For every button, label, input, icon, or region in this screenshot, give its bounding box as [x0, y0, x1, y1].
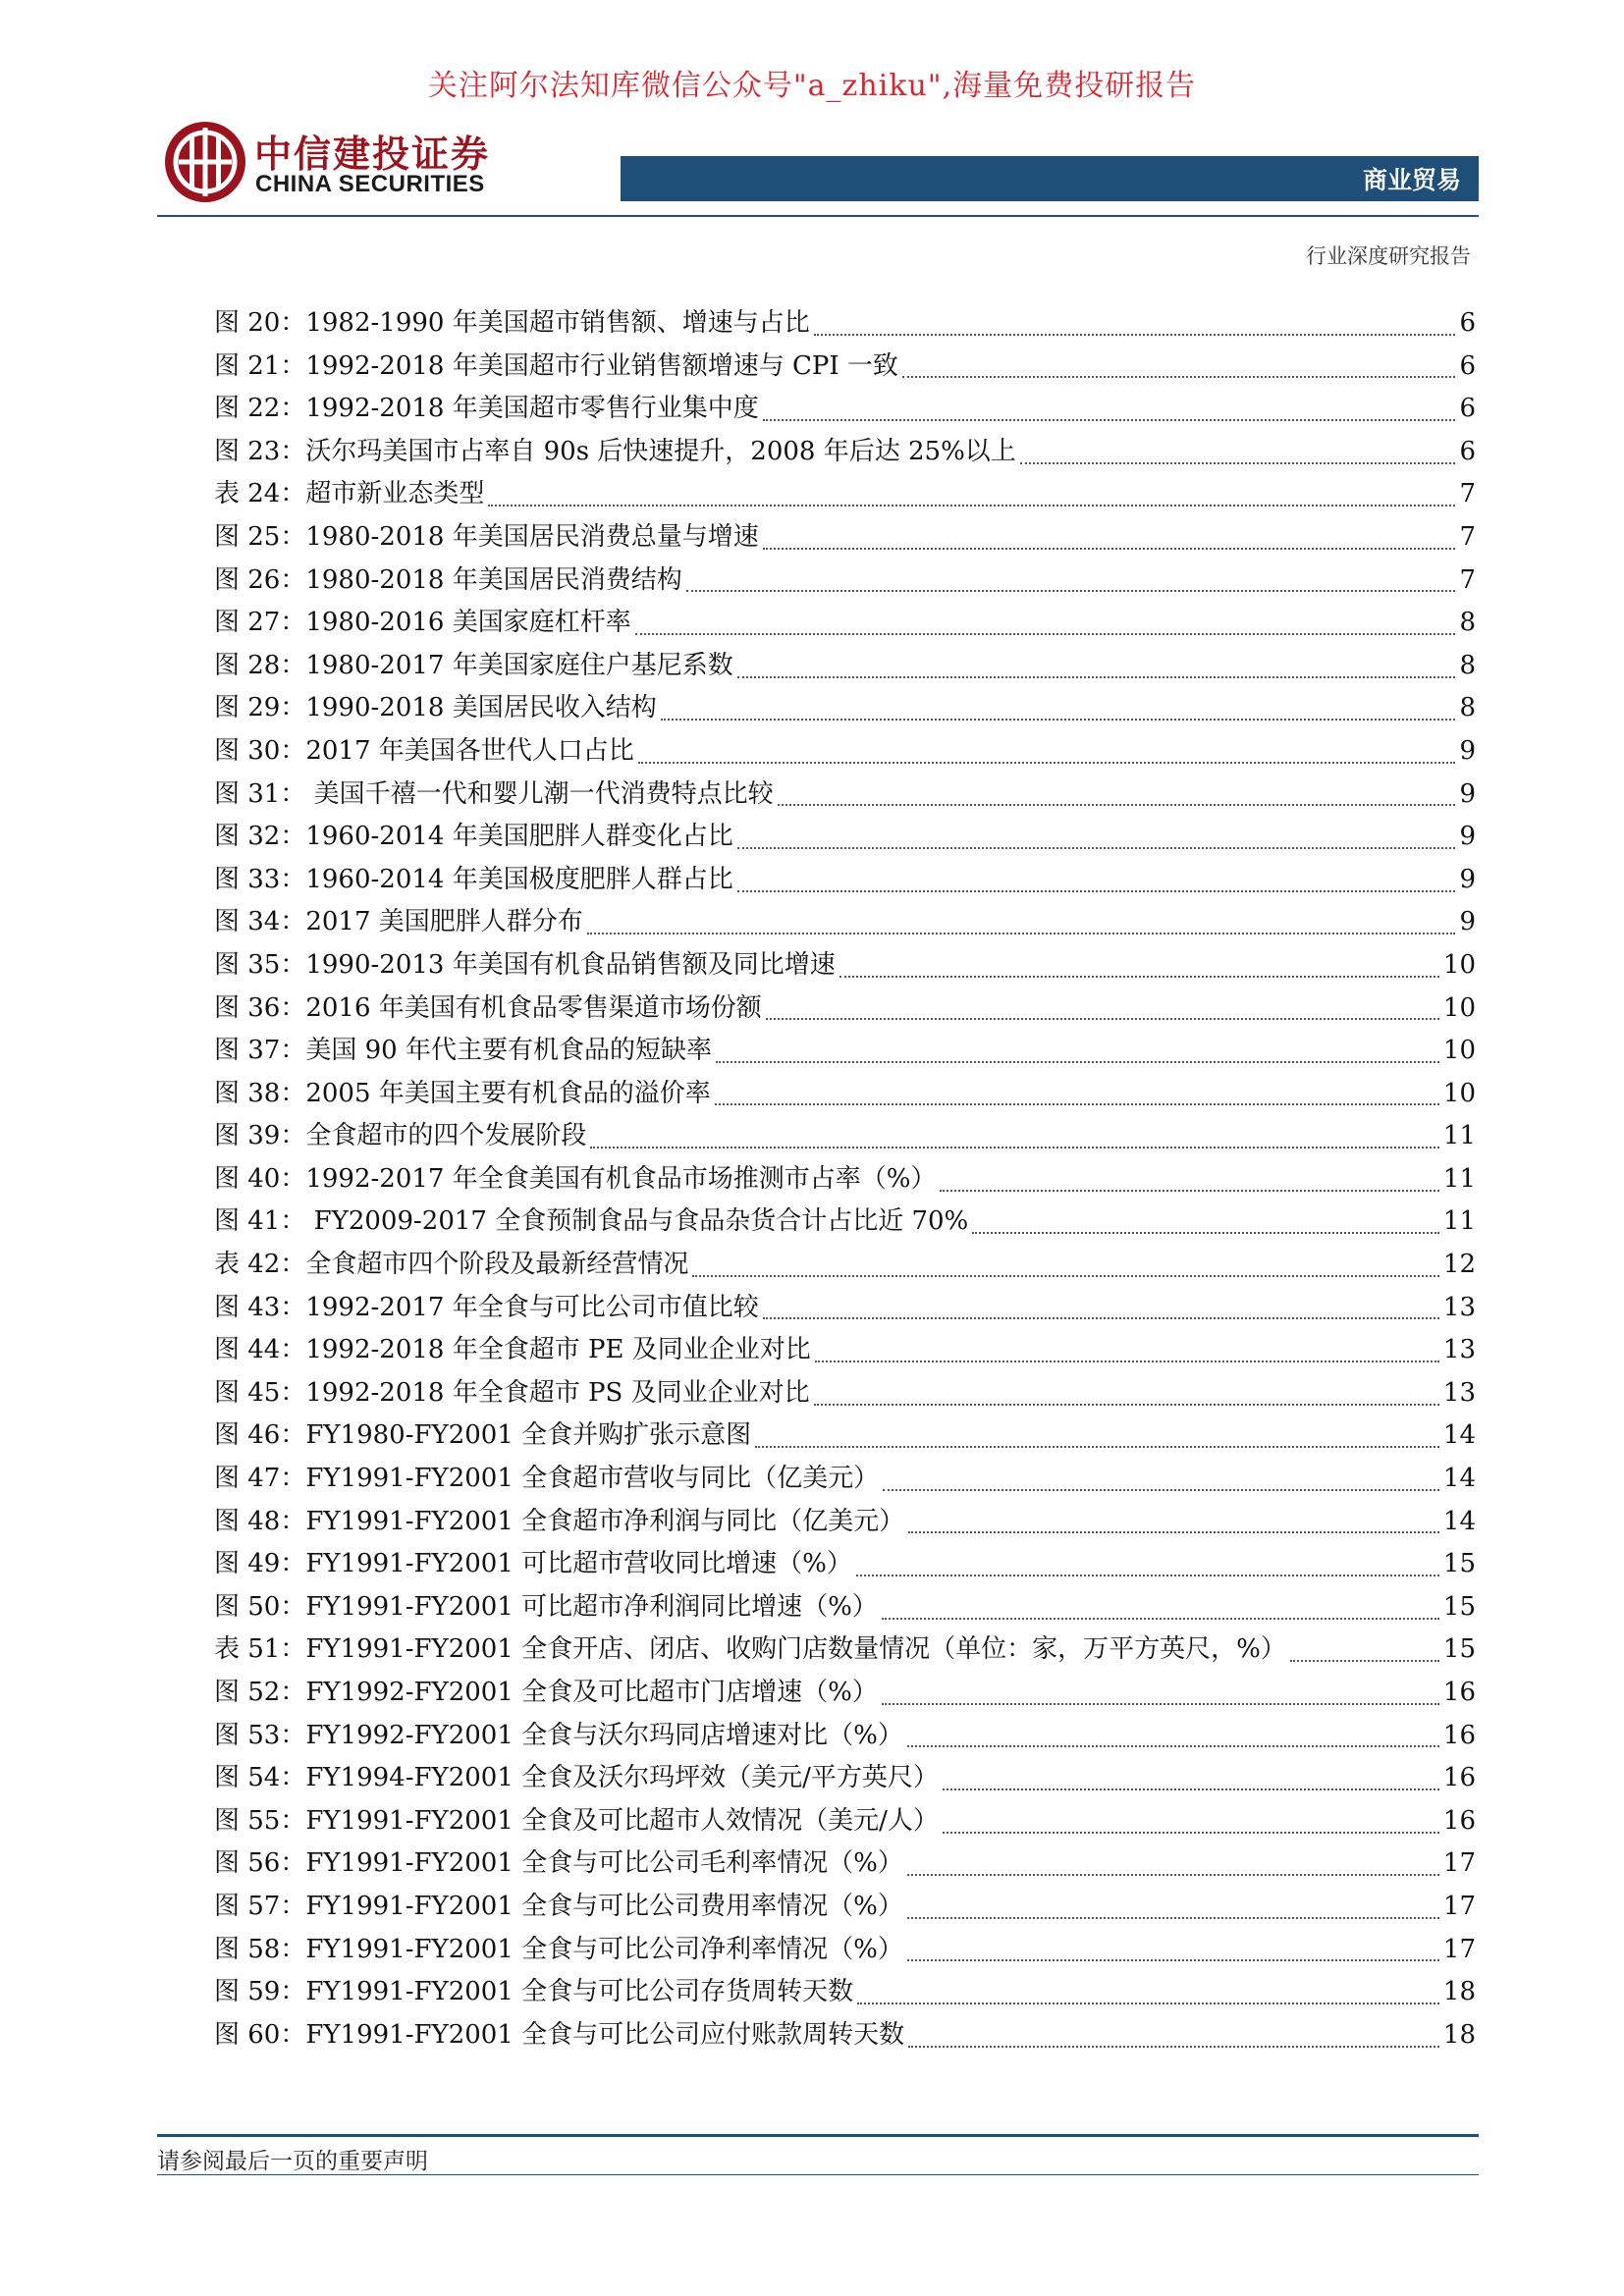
toc-entry-page: 9: [1459, 735, 1476, 766]
toc-entry[interactable]: [214, 944, 1476, 988]
toc-entry-label: 图 56：FY1991-FY2001 全食与可比公司毛利率情况（%）: [214, 1848, 903, 1879]
toc-entry[interactable]: [214, 302, 1476, 346]
toc-entry-label: 图 32：1960-2014 年美国肥胖人群变化占比: [214, 822, 733, 852]
toc-entry[interactable]: [214, 1800, 1476, 1843]
toc-entry[interactable]: [214, 901, 1476, 944]
toc-entry-page: 9: [1459, 864, 1476, 894]
toc-entry-label: 图 35：1990-2013 年美国有机食品销售额及同比增速: [214, 949, 836, 980]
toc-dot-leader: [815, 1355, 1439, 1362]
toc-entry-page: 18: [1442, 1977, 1476, 2007]
toc-entry-page: 15: [1442, 1634, 1476, 1665]
toc-entry[interactable]: [214, 687, 1476, 730]
toc-dot-leader: [907, 1739, 1439, 1747]
toc-dot-leader: [902, 370, 1456, 378]
table-of-figures: [214, 302, 1476, 2056]
toc-entry-label: 图 41： FY2009-2017 全食预制食品与食品杂货合计占比近 70%: [214, 1206, 969, 1237]
toc-dot-leader: [856, 1569, 1439, 1576]
toc-entry-page: 13: [1442, 1335, 1476, 1365]
toc-entry-label: 图 48：FY1991-FY2001 全食超市净利润与同比（亿美元）: [214, 1506, 905, 1536]
toc-entry-page: 10: [1442, 992, 1476, 1023]
toc-entry-label: 图 21：1992-2018 年美国超市行业销售额增速与 CPI 一致: [214, 350, 898, 381]
footer-disclaimer: 请参阅最后一页的重要声明: [157, 2149, 428, 2174]
toc-dot-leader: [814, 328, 1456, 336]
toc-entry-page: 11: [1442, 1163, 1476, 1194]
toc-entry-label: 图 43：1992-2017 年全食与可比公司市值比较: [214, 1292, 759, 1322]
toc-entry-label: 图 28：1980-2017 年美国家庭住户基尼系数: [214, 650, 733, 680]
toc-entry[interactable]: [214, 1329, 1476, 1372]
toc-entry[interactable]: [214, 774, 1476, 817]
toc-dot-leader: [715, 1097, 1439, 1105]
toc-dot-leader: [692, 1269, 1439, 1277]
toc-entry[interactable]: [214, 1201, 1476, 1244]
toc-entry[interactable]: [214, 1030, 1476, 1073]
toc-dot-leader: [661, 713, 1456, 721]
toc-entry-page: 7: [1459, 521, 1476, 552]
toc-entry[interactable]: [214, 1458, 1476, 1501]
toc-entry[interactable]: [214, 730, 1476, 774]
toc-entry[interactable]: [214, 2014, 1476, 2057]
toc-dot-leader: [907, 1953, 1439, 1961]
toc-entry[interactable]: [214, 816, 1476, 859]
toc-dot-leader: [882, 1697, 1439, 1705]
toc-entry-page: 11: [1442, 1206, 1476, 1237]
toc-entry-page: 12: [1442, 1250, 1476, 1280]
toc-entry-label: 图 20：1982-1990 年美国超市销售额、增速与占比: [214, 308, 810, 338]
toc-dot-leader: [943, 1783, 1439, 1790]
toc-entry-page: 15: [1442, 1549, 1476, 1579]
toc-dot-leader: [590, 1141, 1439, 1148]
toc-entry-page: 16: [1442, 1763, 1476, 1793]
toc-entry-label: 表 51：FY1991-FY2001 全食开店、闭店、收购门店数量情况（单位：家，万平方英尺，%）: [214, 1634, 1286, 1665]
toc-dot-leader: [635, 627, 1456, 635]
toc-entry[interactable]: [214, 1757, 1476, 1800]
report-type: 行业深度研究报告: [1306, 244, 1471, 268]
toc-entry[interactable]: [214, 1415, 1476, 1458]
toc-dot-leader: [908, 1525, 1439, 1533]
toc-entry-page: 6: [1459, 350, 1476, 381]
toc-dot-leader: [882, 1612, 1439, 1620]
toc-entry-page: 10: [1442, 1078, 1476, 1108]
toc-entry[interactable]: [214, 1715, 1476, 1758]
toc-entry-page: 6: [1459, 394, 1476, 424]
toc-entry[interactable]: [214, 1543, 1476, 1586]
toc-entry-page: 18: [1442, 2019, 1476, 2050]
china-securities-emblem-icon: [163, 120, 247, 204]
toc-entry-label: 图 44：1992-2018 年全食超市 PE 及同业企业对比: [214, 1335, 811, 1365]
toc-dot-leader: [716, 1055, 1439, 1063]
toc-entry-label: 图 30：2017 年美国各世代人口占比: [214, 735, 634, 766]
toc-dot-leader: [940, 1184, 1438, 1192]
toc-entry[interactable]: [214, 388, 1476, 431]
toc-entry[interactable]: [214, 1287, 1476, 1330]
toc-dot-leader: [755, 1440, 1439, 1448]
brand-name-en: CHINA SECURITIES: [255, 171, 485, 197]
toc-entry-label: 图 59：FY1991-FY2001 全食与可比公司存货周转天数: [214, 1977, 854, 2007]
toc-entry-page: 8: [1459, 650, 1476, 680]
toc-entry[interactable]: [214, 1158, 1476, 1201]
toc-entry[interactable]: [214, 1372, 1476, 1415]
toc-entry-page: 16: [1442, 1720, 1476, 1750]
toc-entry-page: 13: [1442, 1377, 1476, 1408]
toc-dot-leader: [766, 1012, 1439, 1020]
toc-entry-label: 图 39：全食超市的四个发展阶段: [214, 1121, 587, 1151]
toc-entry[interactable]: [214, 1886, 1476, 1929]
toc-dot-leader: [638, 756, 1456, 764]
toc-entry-label: 图 60：FY1991-FY2001 全食与可比公司应付账款周转天数: [214, 2019, 905, 2050]
toc-dot-leader: [972, 1226, 1439, 1234]
header-divider: [157, 215, 1479, 217]
toc-entry[interactable]: [214, 1501, 1476, 1544]
toc-dot-leader: [943, 1826, 1439, 1834]
toc-entry[interactable]: [214, 346, 1476, 389]
toc-entry-page: 6: [1459, 436, 1476, 466]
toc-entry-page: 15: [1442, 1591, 1476, 1622]
toc-entry[interactable]: [214, 1929, 1476, 1972]
toc-dot-leader: [908, 2040, 1439, 2048]
toc-entry[interactable]: [214, 1672, 1476, 1715]
company-logo: [163, 120, 516, 208]
brand-name-cn: 中信建投证券: [254, 133, 491, 176]
toc-entry-label: 图 55：FY1991-FY2001 全食及可比超市人效情况（美元/人）: [214, 1805, 939, 1836]
toc-entry[interactable]: [214, 1073, 1476, 1116]
toc-entry-label: 图 27：1980-2016 美国家庭杠杆率: [214, 608, 631, 638]
toc-entry[interactable]: [214, 988, 1476, 1031]
toc-entry[interactable]: [214, 645, 1476, 688]
toc-dot-leader: [488, 499, 1455, 507]
toc-entry[interactable]: [214, 560, 1476, 603]
toc-entry-page: 8: [1459, 608, 1476, 638]
toc-entry-page: 10: [1442, 949, 1476, 980]
toc-entry-label: 图 29：1990-2018 美国居民收入结构: [214, 693, 657, 723]
toc-entry-label: 图 36：2016 年美国有机食品零售渠道市场份额: [214, 992, 762, 1023]
toc-entry[interactable]: [214, 602, 1476, 645]
sector-label: 商业贸易: [1362, 166, 1461, 194]
toc-entry-page: 9: [1459, 822, 1476, 852]
toc-entry-page: 14: [1442, 1506, 1476, 1536]
toc-entry-label: 图 22：1992-2018 年美国超市零售行业集中度: [214, 394, 759, 424]
toc-entry-page: 10: [1442, 1036, 1476, 1066]
toc-entry-label: 图 26：1980-2018 年美国居民消费结构: [214, 564, 682, 595]
footer-divider-bottom: [157, 2174, 1479, 2175]
toc-entry[interactable]: [214, 473, 1476, 516]
toc-dot-leader: [1020, 456, 1456, 464]
toc-entry-label: 图 49：FY1991-FY2001 可比超市营收同比增速（%）: [214, 1549, 852, 1579]
toc-entry-page: 16: [1442, 1805, 1476, 1836]
toc-entry-label: 图 50：FY1991-FY2001 可比超市净利润同比增速（%）: [214, 1591, 878, 1622]
toc-entry-label: 图 47：FY1991-FY2001 全食超市营收与同比（亿美元）: [214, 1464, 880, 1494]
toc-dot-leader: [737, 841, 1456, 849]
toc-dot-leader: [907, 1868, 1439, 1876]
toc-dot-leader: [587, 927, 1456, 934]
toc-entry[interactable]: [214, 1586, 1476, 1629]
toc-entry-label: 图 38：2005 年美国主要有机食品的溢价率: [214, 1078, 711, 1108]
toc-entry-page: 6: [1459, 308, 1476, 338]
toc-entry[interactable]: [214, 431, 1476, 474]
toc-entry-page: 14: [1442, 1464, 1476, 1494]
toc-entry-label: 图 34：2017 美国肥胖人群分布: [214, 907, 583, 937]
toc-dot-leader: [778, 798, 1456, 806]
toc-entry-page: 9: [1459, 907, 1476, 937]
toc-entry-label: 图 57：FY1991-FY2001 全食与可比公司费用率情况（%）: [214, 1891, 903, 1921]
toc-entry[interactable]: [214, 1115, 1476, 1158]
toc-entry-label: 图 58：FY1991-FY2001 全食与可比公司净利率情况（%）: [214, 1934, 903, 1964]
toc-entry-label: 图 45：1992-2018 年全食超市 PS 及同业企业对比: [214, 1377, 810, 1408]
toc-entry-label: 图 52：FY1992-FY2001 全食及可比超市门店增速（%）: [214, 1678, 878, 1707]
toc-entry-label: 图 54：FY1994-FY2001 全食及沃尔玛坪效（美元/平方英尺）: [214, 1763, 939, 1793]
sector-banner: [621, 156, 1479, 201]
toc-entry-page: 17: [1442, 1891, 1476, 1921]
toc-entry-page: 7: [1459, 479, 1476, 509]
toc-entry-label: 图 31： 美国千禧一代和婴儿潮一代消费特点比较: [214, 778, 774, 809]
toc-dot-leader: [737, 670, 1456, 678]
toc-entry-label: 图 23：沃尔玛美国市占率自 90s 后快速提升，2008 年后达 25%以上: [214, 436, 1016, 466]
toc-entry-label: 图 46：FY1980-FY2001 全食并购扩张示意图: [214, 1420, 752, 1451]
toc-dot-leader: [839, 970, 1439, 978]
footer-divider: [157, 2134, 1479, 2137]
toc-entry[interactable]: [214, 1842, 1476, 1886]
toc-entry-label: 表 42：全食超市四个阶段及最新经营情况: [214, 1250, 689, 1280]
toc-entry-page: 17: [1442, 1848, 1476, 1879]
toc-entry[interactable]: [214, 516, 1476, 560]
toc-entry[interactable]: [214, 1629, 1476, 1672]
toc-dot-leader: [857, 1997, 1439, 2004]
toc-dot-leader: [763, 1311, 1439, 1319]
promo-banner-text: 关注阿尔法知库微信公众号"a_zhiku",海量免费投研报告: [427, 69, 1197, 103]
toc-entry-page: 14: [1442, 1420, 1476, 1451]
toc-dot-leader: [737, 884, 1456, 892]
toc-dot-leader: [907, 1911, 1439, 1919]
toc-dot-leader: [763, 413, 1456, 421]
toc-entry-label: 图 25：1980-2018 年美国居民消费总量与增速: [214, 521, 759, 552]
toc-entry[interactable]: [214, 1244, 1476, 1287]
toc-entry-label: 表 24：超市新业态类型: [214, 479, 485, 509]
toc-entry-page: 16: [1442, 1678, 1476, 1707]
toc-entry-page: 8: [1459, 693, 1476, 723]
toc-entry[interactable]: [214, 1971, 1476, 2014]
toc-entry-page: 13: [1442, 1292, 1476, 1322]
toc-entry-page: 9: [1459, 778, 1476, 809]
toc-entry[interactable]: [214, 859, 1476, 902]
toc-entry-label: 图 33：1960-2014 年美国极度肥胖人群占比: [214, 864, 733, 894]
toc-dot-leader: [883, 1483, 1439, 1491]
toc-dot-leader: [686, 584, 1456, 592]
toc-entry-page: 7: [1459, 564, 1476, 595]
toc-dot-leader: [814, 1398, 1439, 1406]
toc-dot-leader: [1290, 1654, 1439, 1662]
toc-entry-label: 图 53：FY1992-FY2001 全食与沃尔玛同店增速对比（%）: [214, 1720, 903, 1750]
toc-entry-page: 17: [1442, 1934, 1476, 1964]
toc-dot-leader: [763, 542, 1456, 550]
toc-entry-label: 图 40：1992-2017 年全食美国有机食品市场推测市占率（%）: [214, 1163, 937, 1194]
toc-entry-label: 图 37：美国 90 年代主要有机食品的短缺率: [214, 1036, 712, 1066]
toc-entry-page: 11: [1442, 1121, 1476, 1151]
